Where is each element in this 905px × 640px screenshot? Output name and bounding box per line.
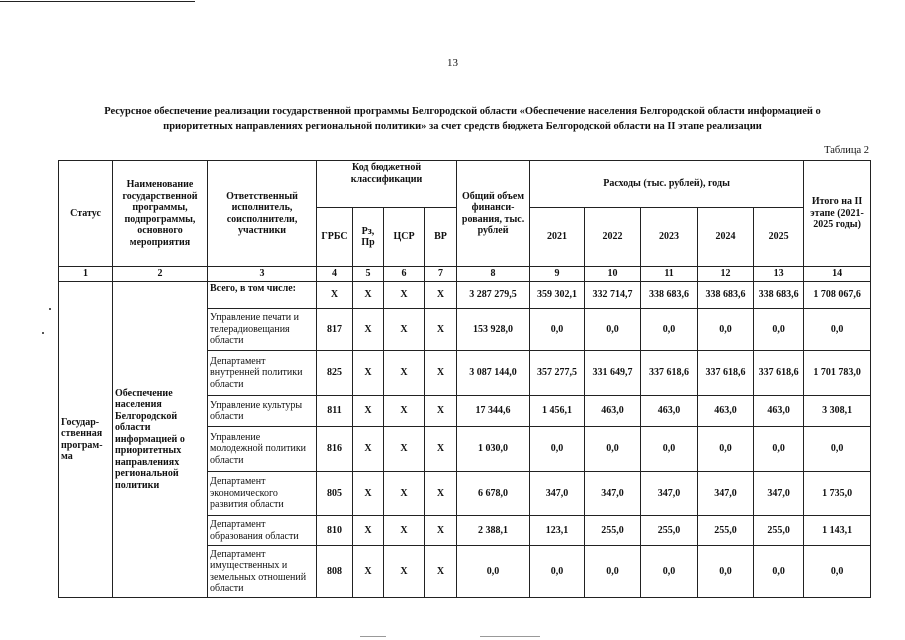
total-volume-cell: 17 344,6 [457, 396, 530, 427]
value-2025-cell: 347,0 [754, 472, 804, 516]
value-2022-cell: 0,0 [585, 309, 641, 351]
grbs-cell: 825 [317, 351, 353, 396]
value-2024-cell: 338 683,6 [698, 282, 754, 309]
rz-pr-cell: Х [353, 351, 384, 396]
itogo-cell: 0,0 [804, 427, 871, 472]
document-title-line-1: Ресурсное обеспечение реализации государственной программы Белгородской области «Обеспечение населения Белгородской области информацией о [104, 106, 821, 117]
header-vr: ВР [425, 208, 457, 267]
value-2025-cell: 0,0 [754, 546, 804, 598]
rz-pr-cell: Х [353, 427, 384, 472]
header-status: Статус [59, 161, 113, 267]
itogo-cell: 3 308,1 [804, 396, 871, 427]
total-volume-cell: 3 087 144,0 [457, 351, 530, 396]
value-2025-cell: 338 683,6 [754, 282, 804, 309]
csr-cell: Х [384, 516, 425, 546]
header-year-2025: 2025 [754, 208, 804, 267]
rz-pr-cell: Х [353, 396, 384, 427]
value-2024-cell: 463,0 [698, 396, 754, 427]
column-number: 10 [585, 267, 641, 282]
header-grbs: ГРБС [317, 208, 353, 267]
value-2025-cell: 255,0 [754, 516, 804, 546]
column-number: 4 [317, 267, 353, 282]
csr-cell: Х [384, 351, 425, 396]
itogo-cell: 0,0 [804, 309, 871, 351]
csr-cell: Х [384, 427, 425, 472]
table-body [59, 282, 871, 598]
vr-cell: Х [425, 309, 457, 351]
total-volume-cell: 2 388,1 [457, 516, 530, 546]
column-number: 11 [641, 267, 698, 282]
csr-cell: Х [384, 546, 425, 598]
executor-cell: Управление молодежной политики области [208, 427, 317, 472]
column-number: 13 [754, 267, 804, 282]
itogo-cell: 1 701 783,0 [804, 351, 871, 396]
itogo-cell: 1 735,0 [804, 472, 871, 516]
vr-cell: Х [425, 472, 457, 516]
value-2025-cell: 0,0 [754, 427, 804, 472]
itogo-cell: 1 708 067,6 [804, 282, 871, 309]
value-2024-cell: 347,0 [698, 472, 754, 516]
column-number: 7 [425, 267, 457, 282]
value-2023-cell: 0,0 [641, 427, 698, 472]
rz-pr-cell: Х [353, 309, 384, 351]
value-2022-cell: 255,0 [585, 516, 641, 546]
header-rz-pr: Рз, Пр [353, 208, 384, 267]
column-number: 9 [530, 267, 585, 282]
column-number: 14 [804, 267, 871, 282]
value-2023-cell: 0,0 [641, 309, 698, 351]
executor-cell: Департамент экономического развития области [208, 472, 317, 516]
csr-cell: Х [384, 472, 425, 516]
header-itogo: Итого на II этапе (2021-2025 годы) [804, 161, 871, 267]
executor-cell: Управление печати и телерадиовещания области [208, 309, 317, 351]
header-year-2022: 2022 [585, 208, 641, 267]
value-2024-cell: 0,0 [698, 546, 754, 598]
value-2022-cell: 332 714,7 [585, 282, 641, 309]
column-number-row [59, 267, 871, 282]
csr-cell: Х [384, 309, 425, 351]
top-edge-rule [0, 1, 195, 2]
executor-cell: Департамент внутренней политики области [208, 351, 317, 396]
table-header [59, 161, 871, 282]
resource-table [58, 160, 871, 598]
value-2021-cell: 1 456,1 [530, 396, 585, 427]
table-label: Таблица 2 [824, 145, 869, 156]
vr-cell: Х [425, 546, 457, 598]
vr-cell: Х [425, 396, 457, 427]
rz-pr-cell: Х [353, 546, 384, 598]
page-number: 13 [447, 57, 458, 69]
executor-cell: Управление культуры области [208, 396, 317, 427]
itogo-cell: 1 143,1 [804, 516, 871, 546]
value-2023-cell: 255,0 [641, 516, 698, 546]
grbs-cell: 808 [317, 546, 353, 598]
grbs-cell: 817 [317, 309, 353, 351]
value-2025-cell: 0,0 [754, 309, 804, 351]
value-2022-cell: 0,0 [585, 427, 641, 472]
value-2025-cell: 337 618,6 [754, 351, 804, 396]
scan-speck [42, 332, 44, 334]
value-2023-cell: 337 618,6 [641, 351, 698, 396]
total-volume-cell: 6 678,0 [457, 472, 530, 516]
vr-cell: Х [425, 427, 457, 472]
value-2022-cell: 331 649,7 [585, 351, 641, 396]
value-2021-cell: 347,0 [530, 472, 585, 516]
column-number: 2 [113, 267, 208, 282]
scan-speck [49, 308, 51, 310]
value-2024-cell: 0,0 [698, 427, 754, 472]
header-total-volume: Общий объем финанси-рования, тыс. рублей [457, 161, 530, 267]
header-csr: ЦСР [384, 208, 425, 267]
total-volume-cell: 153 928,0 [457, 309, 530, 351]
column-number: 5 [353, 267, 384, 282]
value-2023-cell: 463,0 [641, 396, 698, 427]
itogo-cell: 0,0 [804, 546, 871, 598]
header-executor: Ответственный исполнитель, соисполнители, участники [208, 161, 317, 267]
value-2021-cell: 123,1 [530, 516, 585, 546]
header-budget-code: Код бюджетной классификации [317, 161, 457, 208]
vr-cell: Х [425, 516, 457, 546]
total-volume-cell: 3 287 279,5 [457, 282, 530, 309]
header-program-name: Наименование государственной программы, подпрограммы, основного мероприятия [113, 161, 208, 267]
grbs-cell: 811 [317, 396, 353, 427]
rz-pr-cell: Х [353, 472, 384, 516]
header-expenses: Расходы (тыс. рублей), годы [530, 161, 804, 208]
column-number: 3 [208, 267, 317, 282]
bottom-edge-rule [360, 636, 386, 637]
value-2022-cell: 347,0 [585, 472, 641, 516]
value-2022-cell: 0,0 [585, 546, 641, 598]
grbs-cell: 816 [317, 427, 353, 472]
total-volume-cell: 0,0 [457, 546, 530, 598]
grbs-cell: 805 [317, 472, 353, 516]
value-2025-cell: 463,0 [754, 396, 804, 427]
document-title [40, 104, 885, 134]
header-year-2021: 2021 [530, 208, 585, 267]
vr-cell: Х [425, 282, 457, 309]
status-cell: Государ-ственная програм-ма [59, 282, 113, 598]
value-2021-cell: 0,0 [530, 546, 585, 598]
rz-pr-cell: Х [353, 516, 384, 546]
document-title-line-2: приоритетных направлениях региональной политики» за счет средств бюджета Белгородской области на II этапе реализации [163, 121, 762, 132]
grbs-cell: 810 [317, 516, 353, 546]
value-2024-cell: 255,0 [698, 516, 754, 546]
executor-cell: Всего, в том числе: [208, 282, 317, 309]
value-2023-cell: 0,0 [641, 546, 698, 598]
column-number: 12 [698, 267, 754, 282]
csr-cell: Х [384, 396, 425, 427]
csr-cell: Х [384, 282, 425, 309]
value-2021-cell: 0,0 [530, 309, 585, 351]
value-2022-cell: 463,0 [585, 396, 641, 427]
executor-cell: Департамент образования области [208, 516, 317, 546]
value-2021-cell: 357 277,5 [530, 351, 585, 396]
column-number: 8 [457, 267, 530, 282]
grbs-cell: Х [317, 282, 353, 309]
value-2021-cell: 359 302,1 [530, 282, 585, 309]
table-row [59, 282, 871, 309]
value-2024-cell: 0,0 [698, 309, 754, 351]
header-year-2024: 2024 [698, 208, 754, 267]
rz-pr-cell: Х [353, 282, 384, 309]
executor-cell: Департамент имущественных и земельных отношений области [208, 546, 317, 598]
program-name-cell: Обеспечение населения Белгородской области информацией о приоритетных направлениях региональной политики [113, 282, 208, 598]
value-2023-cell: 338 683,6 [641, 282, 698, 309]
value-2021-cell: 0,0 [530, 427, 585, 472]
header-year-2023: 2023 [641, 208, 698, 267]
total-volume-cell: 1 030,0 [457, 427, 530, 472]
column-number: 6 [384, 267, 425, 282]
column-number: 1 [59, 267, 113, 282]
value-2024-cell: 337 618,6 [698, 351, 754, 396]
value-2023-cell: 347,0 [641, 472, 698, 516]
bottom-edge-rule [480, 636, 540, 637]
vr-cell: Х [425, 351, 457, 396]
